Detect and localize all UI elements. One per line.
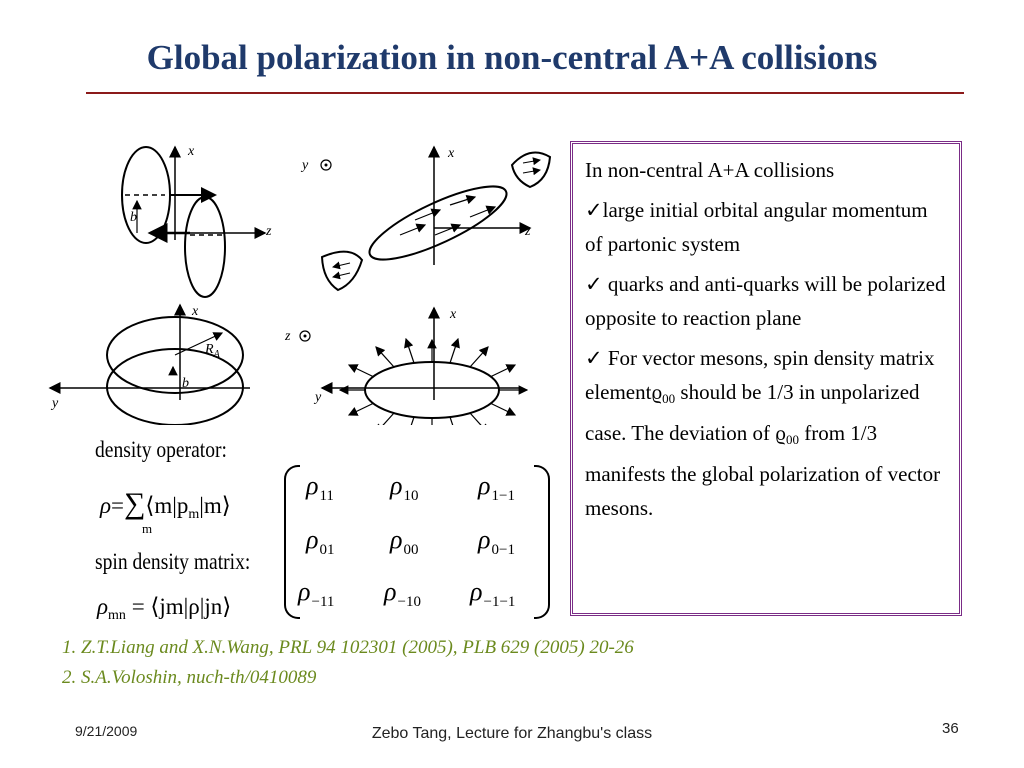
nuclei-beam-view [50, 304, 250, 425]
svg-text:x: x [448, 146, 455, 161]
footer-center: Zebo Tang, Lecture for Zhangbu's class [371, 725, 653, 742]
spin-density-label: spin density matrix: [95, 549, 251, 574]
references [62, 633, 634, 693]
summary-box [570, 141, 962, 616]
svg-text:z: z [285, 329, 291, 344]
title-underline [86, 92, 964, 94]
footer-date: 9/21/2009 [75, 723, 138, 739]
box-item-1: ✓large initial orbital angular momentum of partonic system [585, 198, 928, 256]
box-item-3: ✓ For vector mesons, spin density matrix elementϱ00 should be 1/3 in unpolarized case. The deviation of ϱ00 from 1/3 manifests the global polarization of vector mesons. [585, 346, 941, 520]
x-axis-label-1: x [188, 144, 195, 159]
collision-diagrams [30, 125, 560, 425]
z-axis-label-1: z [266, 224, 272, 239]
svg-text:b: b [182, 376, 189, 391]
overlap-zone-side [300, 146, 550, 290]
page-number: 36 [942, 720, 959, 737]
svg-text:y: y [315, 390, 322, 405]
matrix-cell: $\rho_{11}$ [306, 471, 334, 504]
matrix-cell: $\rho_{-1-1}$ [470, 577, 516, 610]
matrix-cell: $\rho_{1-1}$ [478, 471, 515, 504]
ra-label: $R_A$ [205, 342, 220, 360]
reaction-plane-view [284, 307, 527, 425]
density-operator-formula: $\rho=\sum⟨m|p_m|m⟩$ [100, 487, 231, 522]
spin-density-matrix [284, 465, 550, 615]
check-icon: ✓ [585, 346, 603, 370]
matrix-right-paren [534, 465, 550, 619]
sum-index: m [142, 521, 153, 536]
density-operator-label: density operator: [95, 437, 227, 462]
svg-text:x: x [192, 304, 199, 319]
svg-text:x: x [450, 307, 457, 322]
check-icon: ✓ [585, 272, 603, 296]
svg-text:y: y [52, 396, 59, 411]
matrix-cell: $\rho_{0-1}$ [478, 525, 515, 558]
reference-2: 2. S.A.Voloshin, nuch-th/0410089 [62, 667, 317, 688]
matrix-cell: $\rho_{01}$ [306, 525, 335, 558]
svg-text:z: z [525, 224, 531, 239]
matrix-cell: $\rho_{-10}$ [384, 577, 421, 610]
matrix-cell: $\rho_{10}$ [390, 471, 419, 504]
box-intro: In non-central A+A collisions [585, 158, 835, 182]
box-item-2: ✓ quarks and anti-quarks will be polarized opposite to reaction plane [585, 272, 946, 330]
slide-title: Global polarization in non-central A+A collisions [146, 38, 878, 77]
check-icon: ✓ [585, 198, 603, 222]
reference-1: 1. Z.T.Liang and X.N.Wang, PRL 94 102301 (2005), PLB 629 (2005) 20-26 [62, 637, 634, 658]
svg-text:y: y [302, 158, 309, 173]
matrix-cell: $\rho_{00}$ [390, 525, 419, 558]
b-label-top: b [130, 210, 137, 225]
nuclei-side-view [122, 144, 272, 297]
spin-density-formula: $\rho_{mn}$ = ⟨jm|ρ|jn⟩ [97, 594, 232, 623]
matrix-cell: $\rho_{-11}$ [298, 577, 335, 610]
